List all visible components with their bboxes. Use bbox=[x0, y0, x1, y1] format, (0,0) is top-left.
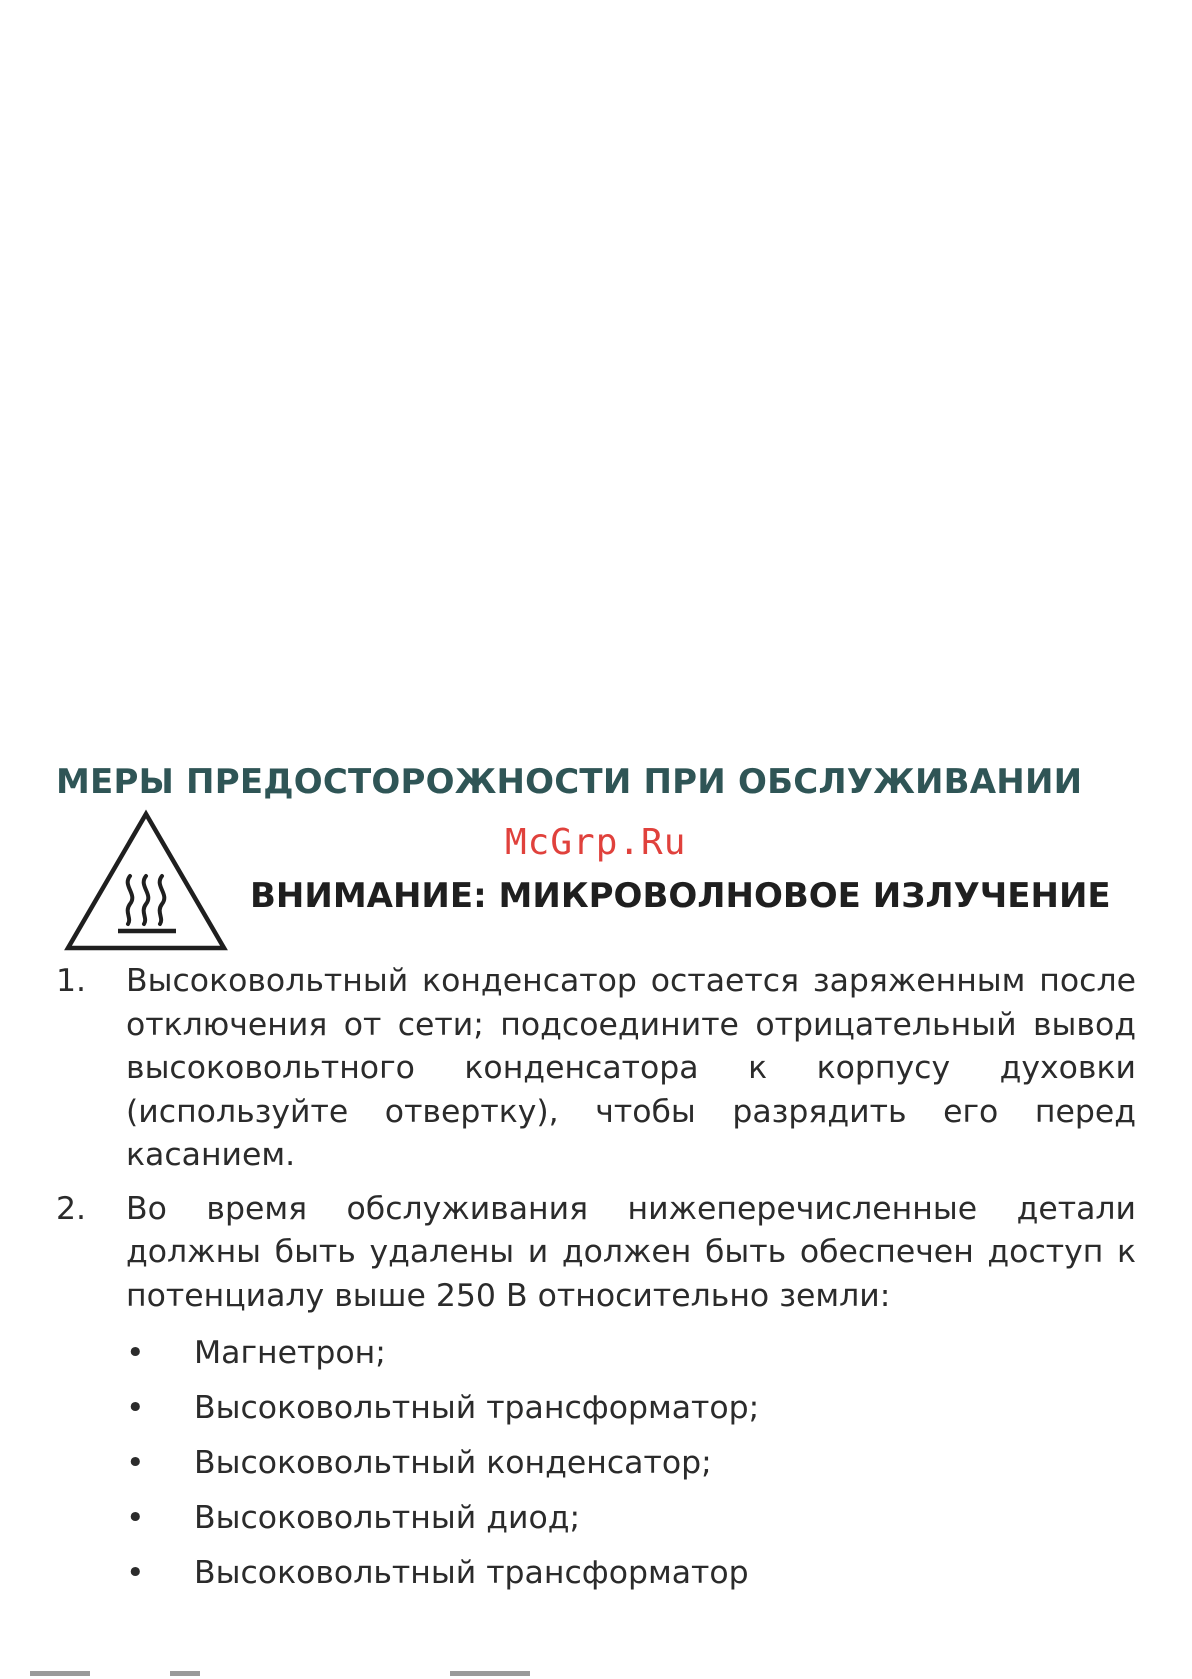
bullet-text: Высоковольтный конденсатор; bbox=[194, 1445, 712, 1481]
item-text: Во время обслуживания нижеперечисленные детали должны быть удалены и должен быть обеспечен доступ к потенциалу выше 250 В относительно земли: bbox=[126, 1190, 1136, 1314]
warning-heading: ВНИМАНИЕ: МИКРОВОЛНОВОЕ ИЗЛУЧЕНИЕ bbox=[250, 876, 1111, 916]
bullet-text: Высоковольтный трансформатор; bbox=[194, 1390, 760, 1426]
section-title: МЕРЫ ПРЕДОСТОРОЖНОСТИ ПРИ ОБСЛУЖИВАНИИ bbox=[56, 762, 1083, 802]
hot-surface-warning-icon bbox=[60, 806, 232, 956]
bullet-item bbox=[126, 1381, 1136, 1436]
bullet-text: Высоковольтный трансформатор bbox=[194, 1555, 749, 1591]
list-item bbox=[56, 1188, 1136, 1602]
list-item bbox=[56, 960, 1136, 1178]
bullet-icon: • bbox=[126, 1335, 145, 1371]
bullet-text: Магнетрон; bbox=[194, 1335, 386, 1371]
page-edge-artifacts bbox=[30, 1671, 1160, 1677]
bullet-icon: • bbox=[126, 1390, 145, 1426]
instructions-list bbox=[56, 960, 1136, 1611]
bullet-item bbox=[126, 1491, 1136, 1546]
item-number: 1. bbox=[56, 963, 87, 999]
bullet-text: Высоковольтный диод; bbox=[194, 1500, 581, 1536]
watermark: McGrp.Ru bbox=[505, 822, 687, 863]
bullet-item bbox=[126, 1436, 1136, 1491]
item-text: Высоковольтный конденсатор остается заряженным после отключения от сети; подсоедините отрицательный вывод высоковольтного конденсатора к корпусу духовки (используйте отвертку), чтобы разрядить его перед касанием. bbox=[126, 963, 1136, 1173]
bullet-item bbox=[126, 1326, 1136, 1381]
bullet-icon: • bbox=[126, 1500, 145, 1536]
parts-list bbox=[126, 1326, 1136, 1601]
bullet-item bbox=[126, 1546, 1136, 1601]
bullet-icon: • bbox=[126, 1445, 145, 1481]
item-number: 2. bbox=[56, 1190, 87, 1227]
bullet-icon: • bbox=[126, 1555, 145, 1591]
